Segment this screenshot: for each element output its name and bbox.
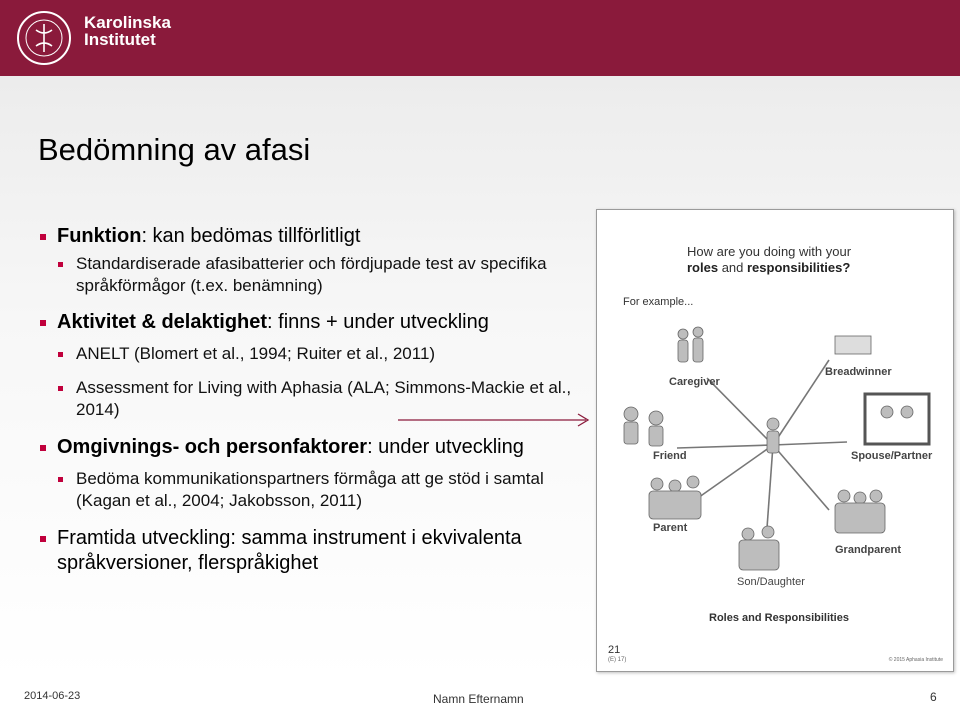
bullet-funktion xyxy=(38,224,598,249)
arrow-icon xyxy=(398,412,594,428)
page-title: Bedömning av afasi xyxy=(38,132,311,167)
logo-line-2: Institutet xyxy=(84,30,156,49)
logo-text xyxy=(84,14,171,48)
logo-line-1: Karolinska xyxy=(84,13,171,32)
figure-example: For example... xyxy=(623,296,694,308)
bullet-text: : kan bedömas tillförlitligt xyxy=(141,225,361,247)
footer xyxy=(0,680,960,712)
bullet-framtida: Framtida utveckling: samma instrument i ekvivalenta språkversioner, flerspråkighet xyxy=(38,526,598,576)
sub-bullet: Bedöma kommunikationspartners förmåga att ge stöd i samtal (Kagan et al., 2004; Jakobsson, 2011) xyxy=(38,468,598,512)
figure-title xyxy=(687,244,851,276)
footer-date: 2014-06-23 xyxy=(24,690,81,702)
label-spouse: Spouse/Partner xyxy=(851,450,933,462)
label-friend: Friend xyxy=(653,450,687,462)
label-breadwinner: Breadwinner xyxy=(825,366,892,378)
bullet-text: : under utveckling xyxy=(367,436,524,458)
footer-page-number: 6 xyxy=(930,690,937,704)
figure-title-roles: roles xyxy=(687,260,719,275)
roles-illustration xyxy=(597,210,955,673)
sub-bullet: ANELT (Blomert et al., 1994; Ruiter et al., 2011) xyxy=(38,343,598,365)
bullet-strong: Funktion xyxy=(57,225,142,247)
figure-copyright: © 2015 Aphasia Institute xyxy=(888,657,943,663)
bullet-omgivning xyxy=(38,435,598,460)
figure-page-sub: (E) 17) xyxy=(608,657,627,663)
label-caregiver: Caregiver xyxy=(669,376,720,388)
ala-figure xyxy=(596,209,954,672)
sub-bullet: Standardiserade afasibatterier och fördjupade test av specifika språkförmågor (t.ex. benämning) xyxy=(38,253,598,297)
sub-bullet: Assessment for Living with Aphasia (ALA; Simmons-Mackie et al., 2014) xyxy=(38,377,598,421)
figure-footer-title: Roles and Responsibilities xyxy=(709,612,849,624)
label-parent: Parent xyxy=(653,522,688,534)
figure-title-line: How are you doing with your xyxy=(687,244,852,259)
figure-title-resp: responsibilities? xyxy=(747,260,851,275)
bullet-strong: Aktivitet & delaktighet xyxy=(57,311,268,333)
bullet-aktivitet xyxy=(38,310,598,335)
label-son: Son/Daughter xyxy=(737,576,805,588)
figure-title-and: and xyxy=(718,260,747,275)
label-grandparent: Grandparent xyxy=(835,544,902,556)
footer-name: Namn Efternamn xyxy=(433,692,524,706)
bullet-list xyxy=(38,224,598,576)
header-bar xyxy=(0,0,960,76)
figure-page-number: 21 xyxy=(608,644,621,656)
bullet-text: : finns + under utveckling xyxy=(267,311,489,333)
bullet-strong: Omgivnings- och personfaktorer xyxy=(57,436,368,458)
